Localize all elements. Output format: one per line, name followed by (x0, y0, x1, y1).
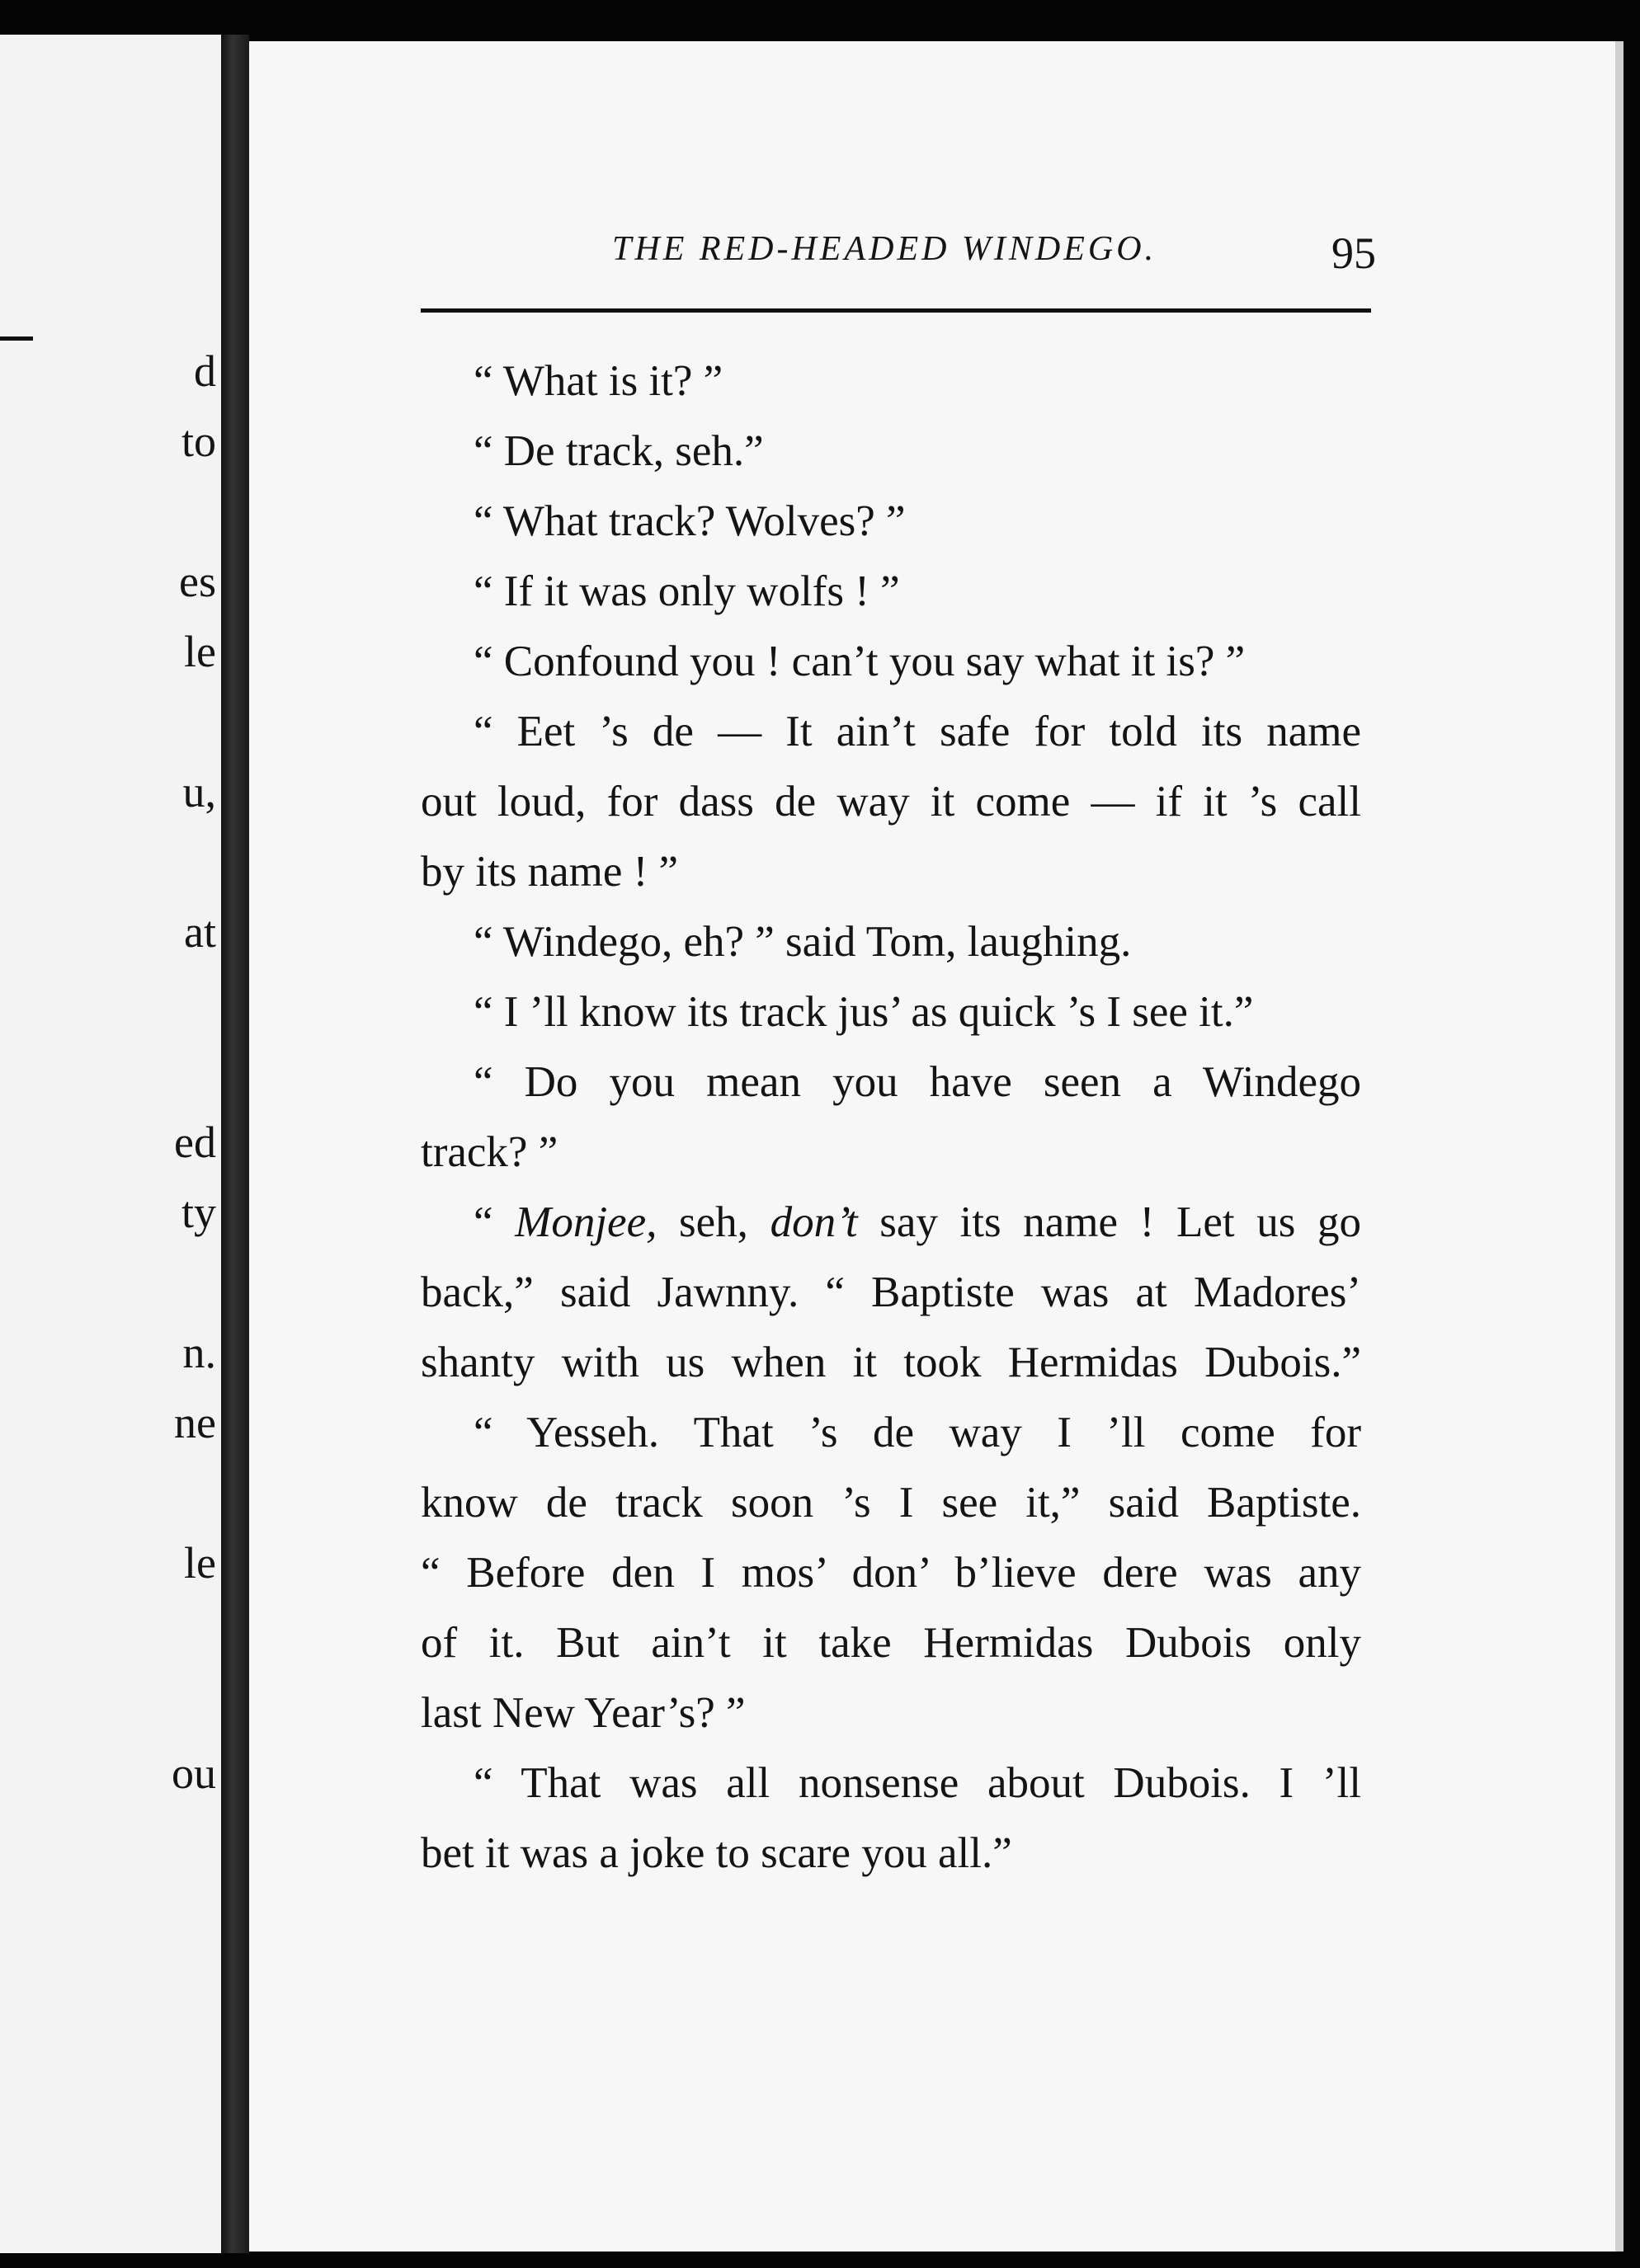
text-run: track? ” (421, 1128, 558, 1176)
text-line (421, 1748, 1361, 1819)
text-line (421, 1819, 1361, 1889)
previous-page-fragment: u, (182, 767, 216, 816)
text-line (421, 1328, 1361, 1398)
text-run: bet it was a joke to scare you all.” (421, 1829, 1012, 1877)
text-line (421, 837, 1361, 907)
text-run: know de track soon ’s I see it,” said Baptiste. (421, 1479, 1361, 1527)
previous-page-fragment: le (184, 627, 216, 676)
text-line (421, 1608, 1361, 1678)
running-title: THE RED-HEADED WINDEGO. (612, 230, 1157, 268)
text-run: back,” said Jawnny. “ Baptiste was at Madores’ (421, 1268, 1361, 1316)
text-run: “ Eet ’s de — It ain’t safe for told its name (474, 708, 1361, 755)
previous-page-fragment: le (184, 1538, 216, 1588)
text-line (421, 1188, 1361, 1258)
text-run: “ Confound you ! can’t you say what it is? ” (474, 638, 1246, 685)
text-run: seh, (657, 1198, 771, 1246)
text-line (421, 627, 1361, 697)
text-run: of it. But ain’t it take Hermidas Dubois only (421, 1619, 1361, 1667)
previous-page-rule (0, 336, 33, 341)
text-line (421, 487, 1361, 557)
book-gutter (221, 35, 249, 2253)
text-run: “ Before den I mos’ don’ b’lieve dere was any (421, 1549, 1361, 1597)
text-line (421, 1468, 1361, 1538)
text-run: “ De track, seh.” (474, 427, 764, 475)
text-line (421, 1258, 1361, 1328)
text-run: Monjee, (515, 1198, 657, 1246)
previous-page-fragment: ty (181, 1188, 216, 1237)
text-run: “ What is it? ” (474, 357, 723, 405)
text-run: “ If it was only wolfs ! ” (474, 567, 900, 615)
text-run: “ I ’ll know its track jus’ as quick ’s I see it.” (474, 988, 1254, 1036)
text-run: “ What track? Wolves? ” (474, 497, 906, 545)
text-run: “ Do you mean you have seen a Windego (474, 1058, 1361, 1106)
text-line (421, 1118, 1361, 1188)
previous-page-fragment: es (179, 557, 216, 606)
text-run: “ (474, 1198, 516, 1246)
text-run: “ Yesseh. That ’s de way I ’ll come for (474, 1409, 1361, 1456)
page-edge (1615, 41, 1624, 2252)
text-run: out loud, for dass de way it come — if it ’s call (421, 778, 1361, 826)
text-line (421, 907, 1361, 977)
text-line (421, 1538, 1361, 1608)
book-page (249, 41, 1624, 2252)
text-line (421, 697, 1361, 767)
previous-page-fragment: ne (174, 1398, 216, 1447)
text-run: by its name ! ” (421, 848, 679, 896)
text-line (421, 416, 1361, 487)
text-line (421, 1398, 1361, 1468)
previous-page-fragment: d (194, 346, 216, 396)
text-line (421, 557, 1361, 627)
text-run: “ That was all nonsense about Dubois. I ’ll (474, 1759, 1361, 1807)
previous-page-fragment: ed (174, 1118, 216, 1167)
text-run: say its name ! Let us go (857, 1198, 1361, 1246)
page-number: 95 (1331, 228, 1376, 278)
text-line (421, 977, 1361, 1047)
text-line (421, 1047, 1361, 1118)
text-run: last New Year’s? ” (421, 1689, 746, 1737)
text-run: shanty with us when it took Hermidas Dubois.” (421, 1339, 1361, 1386)
previous-page-fragment: n. (182, 1328, 216, 1377)
header-rule (421, 308, 1371, 313)
previous-page-fragment: to (181, 416, 216, 466)
page-body-text (421, 346, 1361, 1889)
text-line (421, 1678, 1361, 1748)
text-line (421, 767, 1361, 837)
previous-page-fragment: ou (172, 1748, 216, 1798)
text-line (421, 346, 1361, 416)
text-run: don’t (770, 1198, 858, 1246)
previous-page-fragment: at (184, 907, 216, 957)
text-run: “ Windego, eh? ” said Tom, laughing. (474, 918, 1132, 966)
